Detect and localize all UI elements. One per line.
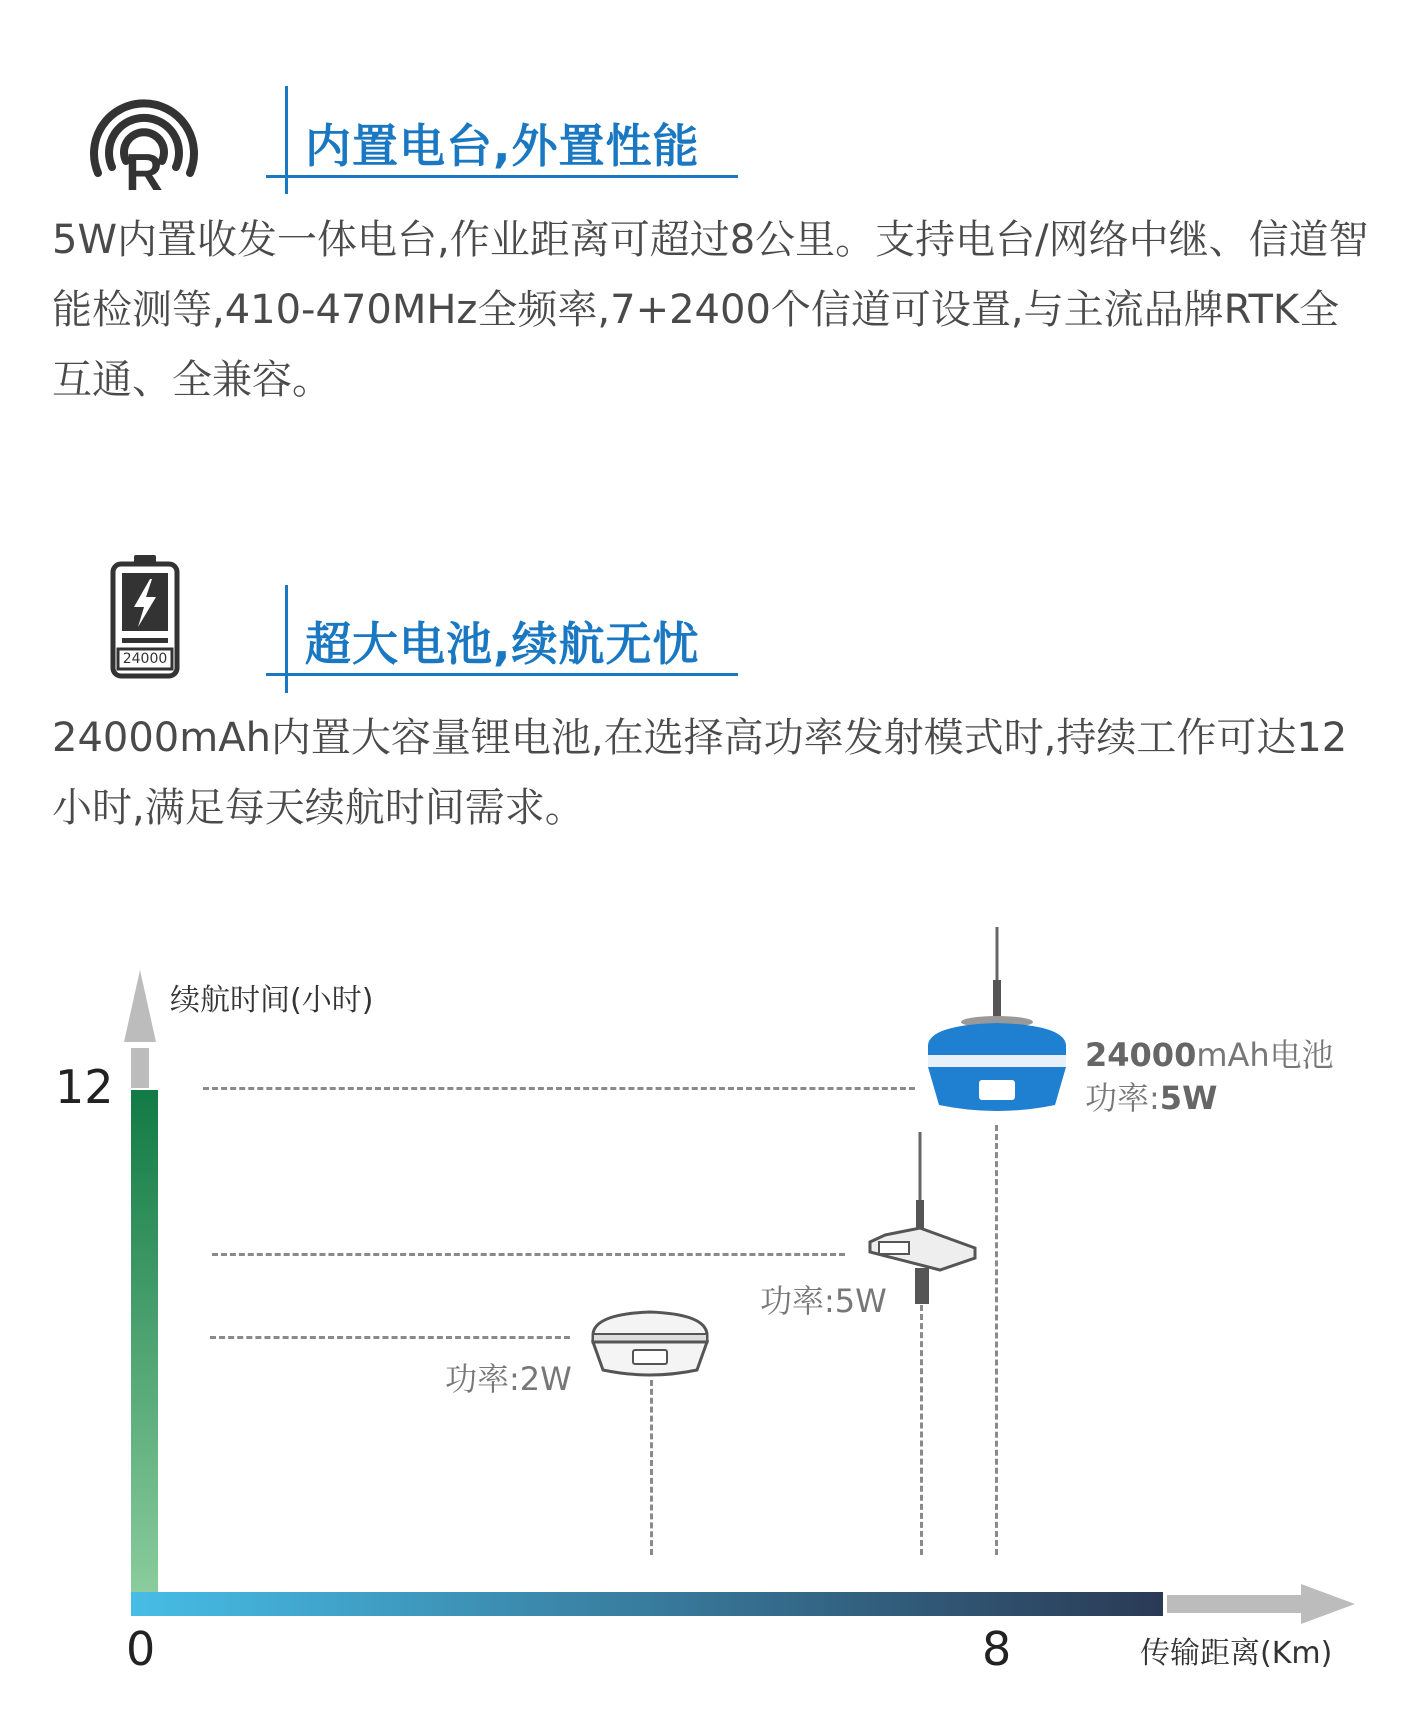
y-axis-label: 续航时间(小时) [170, 983, 374, 1018]
main-device-power-label [1085, 1073, 1217, 1119]
battery-value: 24000 [1085, 1036, 1197, 1074]
battery-capacity-text: 24000 [122, 651, 168, 667]
section-body: 5W内置收发一体电台,作业距离可超过8公里。支持电台/网络中继、信道智能检测等,410-470MHz全频率,7+2400个信道可设置,与主流品牌RTK全互通、全兼容。 [52, 217, 1369, 403]
x-tick-8: 8 [982, 1622, 1012, 1676]
guide-line-8km [995, 1125, 998, 1555]
y-tick-12: 12 [55, 1060, 114, 1114]
guide-line-12h [203, 1087, 915, 1090]
section-body: 24000mAh内置大容量锂电池,在选择高功率发射模式时,持续工作可达12小时,满足每天续航时间需求。 [52, 715, 1348, 831]
guide-line-low-v [650, 1380, 653, 1555]
svg-text:R: R [125, 144, 163, 193]
power-value: 5W [1159, 1079, 1218, 1117]
guide-line-mid-v [920, 1305, 923, 1555]
title-accent-vline [285, 585, 288, 693]
gnss-receiver-blue-image [920, 925, 1070, 1125]
x-tick-0: 0 [126, 1622, 156, 1676]
main-device-battery-label [1085, 1030, 1334, 1076]
mid-device-power-label: 功率:5W [760, 1282, 887, 1320]
guide-line-low [210, 1336, 570, 1339]
x-axis-label: 传输距离(Km) [1140, 1636, 1333, 1671]
guide-line-mid [212, 1253, 845, 1256]
section-title: 超大电池,续航无忧 [305, 617, 700, 671]
small-device-power-label: 功率:2W [445, 1360, 572, 1398]
radio-r-icon [84, 83, 204, 193]
section-title: 内置电台,外置性能 [305, 119, 700, 173]
x-axis-bar [131, 1592, 1163, 1616]
battery-unit: mAh电池 [1196, 1036, 1334, 1074]
x-axis-arrow [1167, 1584, 1357, 1624]
power-prefix: 功率: [1085, 1079, 1160, 1117]
y-axis-arrow [120, 970, 160, 1090]
y-axis-bar [131, 1090, 158, 1613]
gnss-receiver-small-image [585, 1308, 715, 1383]
